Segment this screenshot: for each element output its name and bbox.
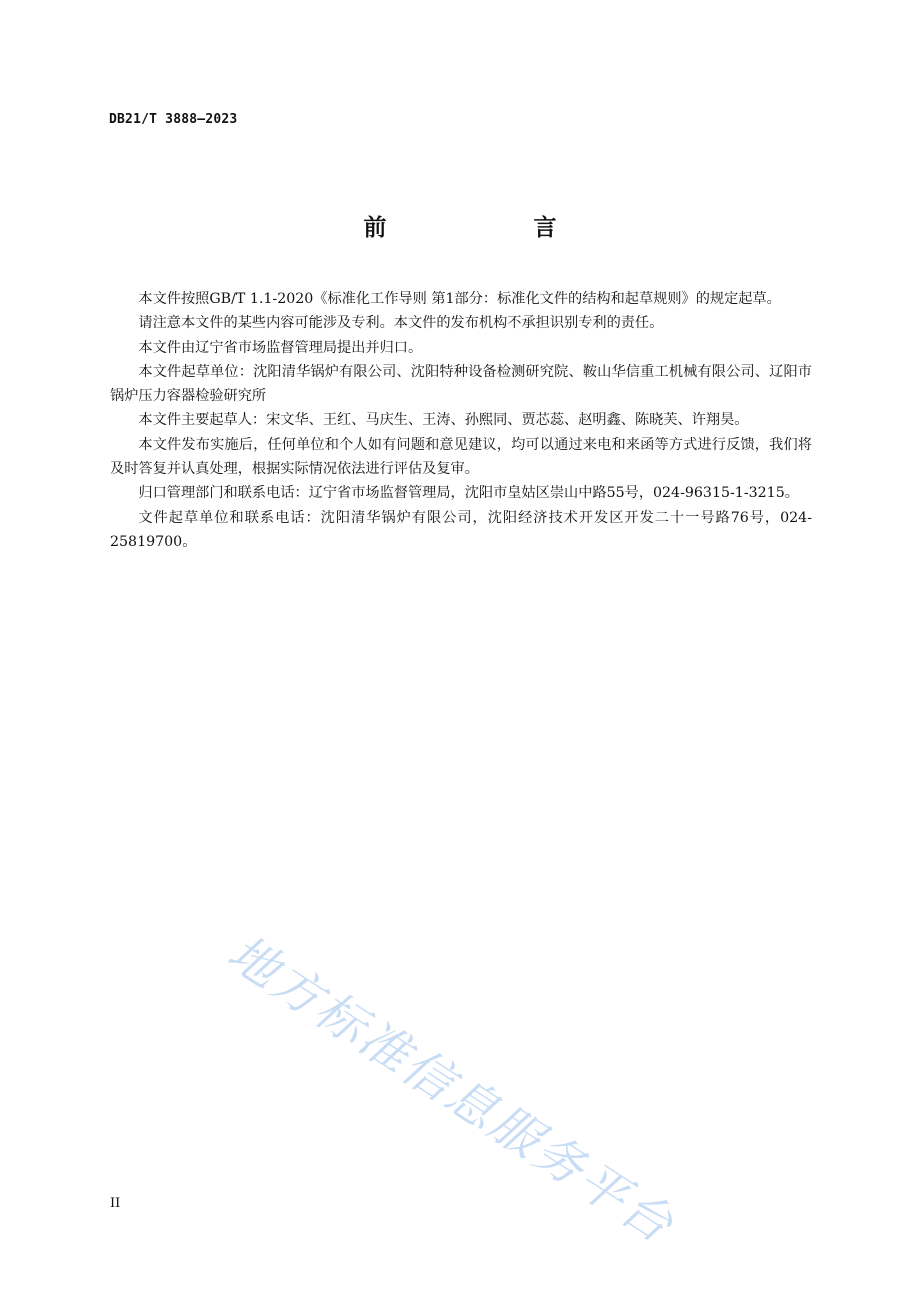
paragraph-drafter-contact: 文件起草单位和联系电话：沈阳清华锅炉有限公司，沈阳经济技术开发区开发二十一号路76号，024-25819700。 <box>110 509 812 550</box>
watermark: 地方标准信息服务平台 <box>217 924 685 1256</box>
paragraph-patent-notice: 请注意本文件的某些内容可能涉及专利。本文件的发布机构不承担识别专利的责任。 <box>138 315 664 332</box>
page-number: II <box>110 1196 121 1211</box>
paragraph-feedback: 本文件发布实施后，任何单位和个人如有问题和意见建议，均可以通过来电和来函等方式进行反馈，我们将及时答复并认真处理，根据实际情况依法进行评估及复审。 <box>110 436 812 478</box>
paragraph-drafting-units: 本文件起草单位：沈阳清华锅炉有限公司、沈阳特种设备检测研究院、鞍山华信重工机械有限公司、辽阳市锅炉压力容器检验研究所 <box>110 363 812 405</box>
paragraph-drafting-basis: 本文件按照GB/T 1.1-2020《标准化工作导则 第1部分：标准化文件的结构和起草规则》的规定起草。 <box>138 291 781 307</box>
page-title: 前 言 <box>363 215 619 241</box>
paragraph-authority-contact: 归口管理部门和联系电话：辽宁省市场监督管理局，沈阳市皇姑区崇山中路55号，024-96315-1-3215。 <box>138 485 799 502</box>
document-code: DB21/T 3888—2023 <box>109 112 238 127</box>
paragraph-proposer: 本文件由辽宁省市场监督管理局提出并归口。 <box>138 339 423 356</box>
paragraph-drafters: 本文件主要起草人：宋文华、王红、马庆生、王涛、孙熙同、贾芯蕊、赵明鑫、陈晓芙、许翔昊。 <box>138 412 749 429</box>
foreword-body <box>110 287 812 554</box>
